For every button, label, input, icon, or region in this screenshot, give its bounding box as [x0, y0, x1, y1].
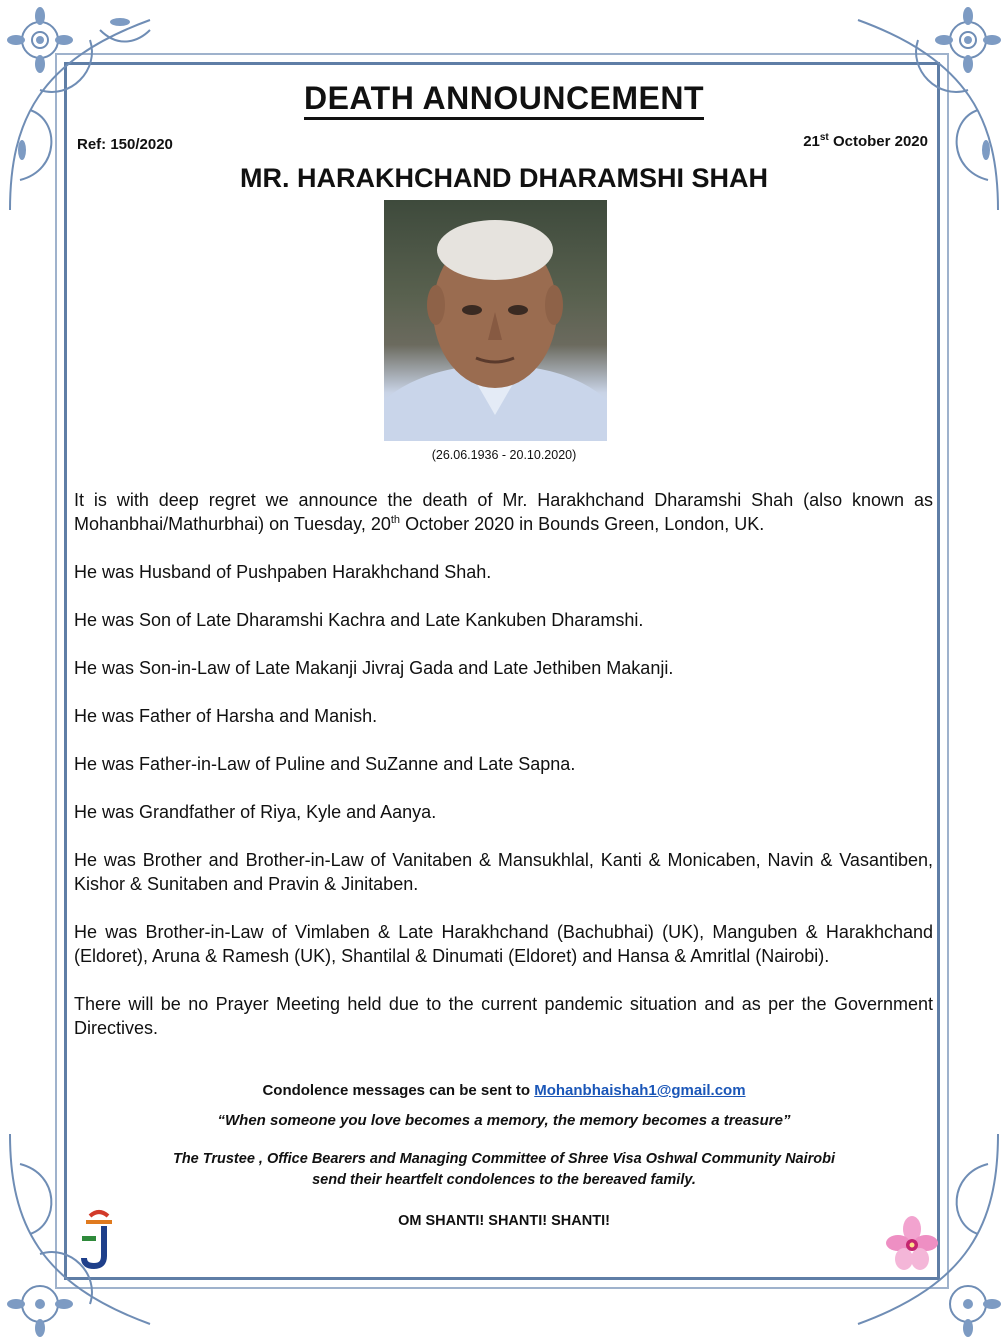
page-title-text: DEATH ANNOUNCEMENT	[304, 80, 704, 120]
announcement-date	[803, 132, 928, 150]
paragraph-intro	[74, 488, 933, 536]
date-day: 21	[803, 133, 820, 150]
trustee-line-2: send their heartfelt condolences to the bereaved family.	[312, 1172, 696, 1188]
paragraph-husband: He was Husband of Pushpaben Harakhchand Shah.	[74, 562, 492, 582]
community-logo-icon	[78, 1206, 120, 1270]
paragraph-brother: He was Brother and Brother-in-Law of Vanitaben & Mansukhlal, Kanti & Monicaben, Navin & Vasantiben, Kishor & Sunitaben and Pravin & Jinitaben.	[74, 850, 933, 894]
page-title	[0, 80, 1008, 117]
pink-orchid-icon	[886, 1215, 938, 1271]
trustee-condolence	[0, 1149, 1008, 1191]
lifespan-dates: (26.06.1936 - 20.10.2020)	[431, 448, 577, 462]
intro-sup: th	[390, 514, 401, 526]
intro-part-b: October 2020 in Bounds Green, London, UK.	[400, 514, 765, 534]
paragraph-father-in-law: He was Father-in-Law of Puline and SuZanne and Late Sapna.	[74, 754, 576, 774]
date-suffix: st	[819, 132, 829, 143]
paragraph-brother-in-law: He was Brother-in-Law of Vimlaben & Late Harakhchand (Bachubhai) (UK), Manguben & Harakhchand (Eldoret), Aruna & Ramesh (UK), Shantilal & Dinumati (Eldoret) and Hansa & Amritlal (Nairobi).	[74, 922, 933, 966]
intro-part-a: It is with deep regret we announce the death of Mr. Harakhchand Dharamshi Shah (also known as Mohanbhai/Mathurbhai) on Tuesday, 20	[74, 490, 933, 534]
memorial-quote: “When someone you love becomes a memory, the memory becomes a treasure”	[217, 1112, 791, 1129]
announcement-body	[74, 488, 933, 1064]
portrait-photo	[384, 200, 607, 441]
paragraph-grandfather: He was Grandfather of Riya, Kyle and Aanya.	[74, 802, 437, 822]
deceased-name: MR. HARAKHCHAND DHARAMSHI SHAH	[240, 163, 768, 193]
paragraph-prayer-meeting: There will be no Prayer Meeting held due to the current pandemic situation and as per the Government Directives.	[74, 994, 933, 1038]
paragraph-son-in-law: He was Son-in-Law of Late Makanji Jivraj Gada and Late Jethiben Makanji.	[74, 658, 674, 678]
condolence-email-link[interactable]: Mohanbhaishah1@gmail.com	[534, 1082, 746, 1099]
condolence-line	[0, 1082, 1008, 1099]
om-shanti-line: OM SHANTI! SHANTI! SHANTI!	[398, 1213, 610, 1229]
reference-number: Ref: 150/2020	[77, 136, 173, 153]
paragraph-father: He was Father of Harsha and Manish.	[74, 706, 378, 726]
paragraph-son: He was Son of Late Dharamshi Kachra and Late Kankuben Dharamshi.	[74, 610, 644, 630]
date-rest: October 2020	[828, 133, 928, 150]
portrait-illustration	[384, 200, 607, 441]
condolence-text: Condolence messages can be sent to	[262, 1082, 535, 1099]
trustee-line-1: The Trustee , Office Bearers and Managing Committee of Shree Visa Oshwal Community Nairobi	[172, 1151, 836, 1167]
